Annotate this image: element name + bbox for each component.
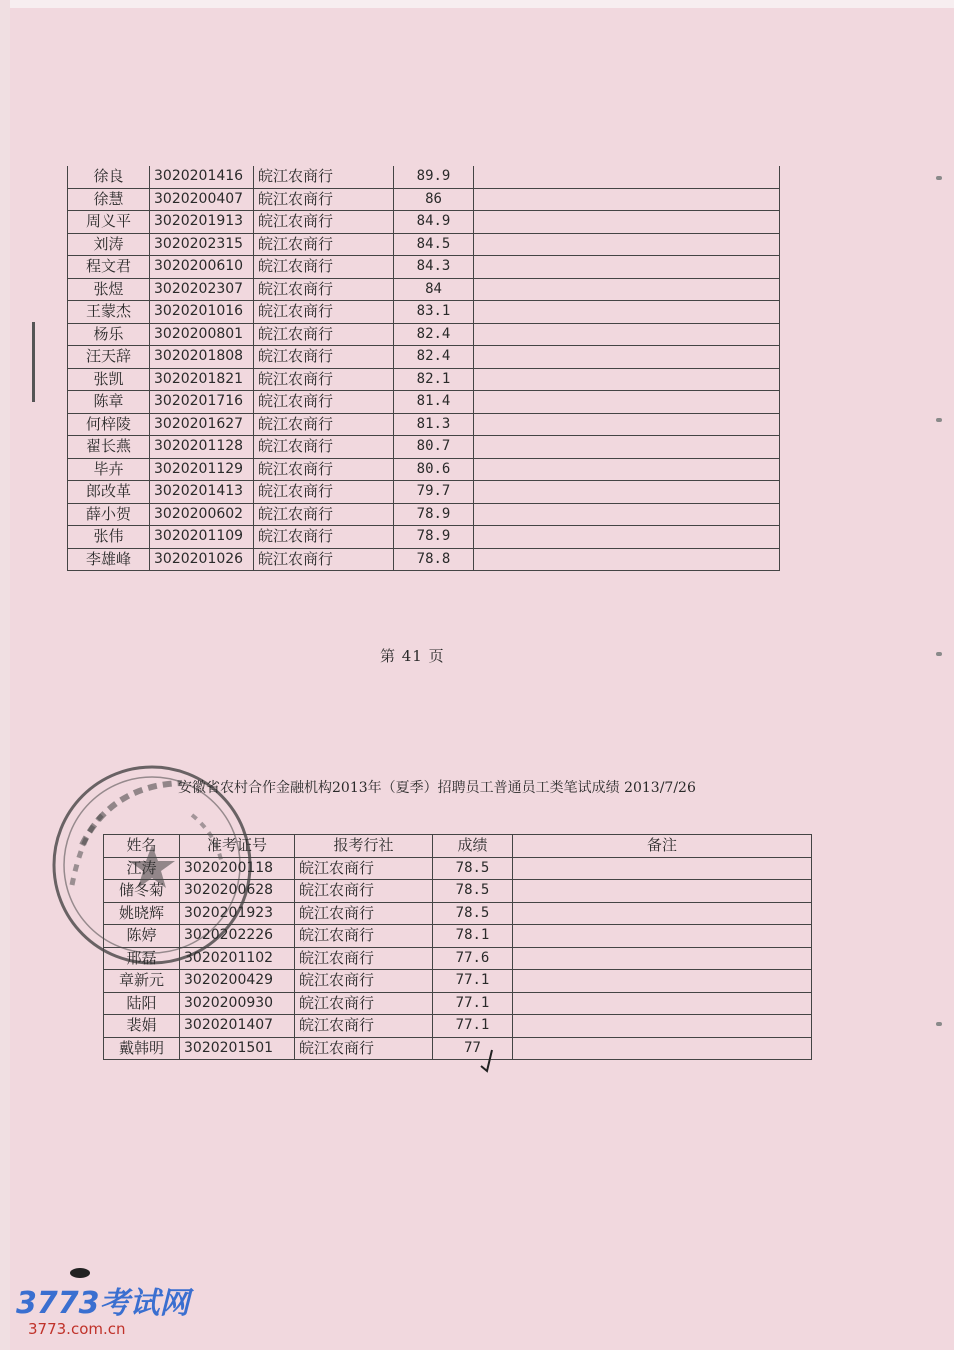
- header-exam-id: 准考证号: [180, 835, 295, 858]
- score-cell: 84: [394, 278, 474, 301]
- student-name-cell: 陈章: [68, 391, 150, 414]
- table-row: [104, 902, 812, 925]
- exam-id-cell: 3020201821: [150, 368, 254, 391]
- exam-id-cell: 3020202307: [150, 278, 254, 301]
- ink-blot: [70, 1268, 90, 1278]
- table-row: [68, 256, 780, 279]
- student-name-cell: 汪天辞: [68, 346, 150, 369]
- checkmark-icon: [478, 1046, 502, 1074]
- bank-name-cell: 皖江农商行: [295, 1037, 433, 1060]
- exam-id-cell: 3020201923: [180, 902, 295, 925]
- bank-name-cell: 皖江农商行: [254, 526, 394, 549]
- score-cell: 89.9: [394, 166, 474, 188]
- exam-id-cell: 3020201413: [150, 481, 254, 504]
- score-cell: 82.4: [394, 323, 474, 346]
- score-cell: 81.4: [394, 391, 474, 414]
- paper-edge-left: [0, 0, 10, 1350]
- bank-name-cell: 皖江农商行: [254, 278, 394, 301]
- bank-name-cell: 皖江农商行: [295, 880, 433, 903]
- bank-name-cell: 皖江农商行: [254, 346, 394, 369]
- site-watermark: [16, 1288, 190, 1338]
- table-row: [68, 211, 780, 234]
- margin-mark: [32, 322, 35, 402]
- edge-speck: [936, 418, 942, 422]
- score-cell: 82.4: [394, 346, 474, 369]
- exam-id-cell: 3020201129: [150, 458, 254, 481]
- student-name-cell: 张伟: [68, 526, 150, 549]
- score-cell: 77.1: [433, 970, 513, 993]
- student-name-cell: 刘涛: [68, 233, 150, 256]
- watermark-logo-number: 3773: [16, 1286, 100, 1321]
- exam-id-cell: 3020200628: [180, 880, 295, 903]
- exam-id-cell: 3020200429: [180, 970, 295, 993]
- scores-table-top-body: [68, 166, 780, 571]
- student-name-cell: 何梓陵: [68, 413, 150, 436]
- bank-name-cell: 皖江农商行: [254, 188, 394, 211]
- score-cell: 78.8: [394, 548, 474, 571]
- score-cell: 78.5: [433, 880, 513, 903]
- note-cell: [513, 1037, 812, 1060]
- bank-name-cell: 皖江农商行: [295, 902, 433, 925]
- note-cell: [513, 992, 812, 1015]
- student-name-cell: 陆阳: [104, 992, 180, 1015]
- exam-id-cell: 3020201416: [150, 166, 254, 188]
- note-cell: [474, 526, 780, 549]
- score-cell: 78.5: [433, 857, 513, 880]
- exam-id-cell: 3020201501: [180, 1037, 295, 1060]
- table-row: [104, 1015, 812, 1038]
- student-name-cell: 储冬菊: [104, 880, 180, 903]
- scores-table-top: [67, 166, 780, 571]
- exam-id-cell: 3020201128: [150, 436, 254, 459]
- scores-table-bottom-body: [104, 857, 812, 1060]
- student-name-cell: 徐良: [68, 166, 150, 188]
- bank-name-cell: 皖江农商行: [254, 301, 394, 324]
- student-name-cell: 毕卉: [68, 458, 150, 481]
- bank-name-cell: 皖江农商行: [254, 458, 394, 481]
- note-cell: [474, 188, 780, 211]
- exam-id-cell: 3020201627: [150, 413, 254, 436]
- exam-id-cell: 3020200118: [180, 857, 295, 880]
- document-title: 安徽省农村合作金融机构2013年（夏季）招聘员工普通员工类笔试成绩 2013/7/26: [178, 780, 696, 796]
- bank-name-cell: 皖江农商行: [254, 323, 394, 346]
- note-cell: [474, 413, 780, 436]
- exam-id-cell: 3020200801: [150, 323, 254, 346]
- watermark-logo: [16, 1288, 190, 1320]
- student-name-cell: 姚晓辉: [104, 902, 180, 925]
- score-cell: 80.6: [394, 458, 474, 481]
- edge-speck: [936, 176, 942, 180]
- table-row: [104, 857, 812, 880]
- student-name-cell: 周义平: [68, 211, 150, 234]
- score-cell: 78.1: [433, 925, 513, 948]
- table-row: [68, 166, 780, 188]
- exam-id-cell: 3020201026: [150, 548, 254, 571]
- note-cell: [474, 211, 780, 234]
- bank-name-cell: 皖江农商行: [295, 970, 433, 993]
- student-name-cell: 翟长燕: [68, 436, 150, 459]
- exam-id-cell: 3020201109: [150, 526, 254, 549]
- score-cell: 79.7: [394, 481, 474, 504]
- student-name-cell: 张凯: [68, 368, 150, 391]
- table-row: [68, 368, 780, 391]
- note-cell: [474, 481, 780, 504]
- exam-id-cell: 3020201407: [180, 1015, 295, 1038]
- note-cell: [513, 857, 812, 880]
- table-row: [68, 391, 780, 414]
- table-row: [68, 278, 780, 301]
- bank-name-cell: 皖江农商行: [295, 992, 433, 1015]
- header-bank: 报考行社: [295, 835, 433, 858]
- exam-id-cell: 3020201808: [150, 346, 254, 369]
- bank-name-cell: 皖江农商行: [254, 166, 394, 188]
- score-cell: 78.9: [394, 503, 474, 526]
- table-row: [104, 992, 812, 1015]
- note-cell: [513, 925, 812, 948]
- student-name-cell: 李雄峰: [68, 548, 150, 571]
- table-row: [68, 458, 780, 481]
- note-cell: [474, 301, 780, 324]
- edge-speck: [936, 1022, 942, 1026]
- table-row: [68, 413, 780, 436]
- note-cell: [474, 503, 780, 526]
- exam-id-cell: 3020201102: [180, 947, 295, 970]
- edge-speck: [936, 652, 942, 656]
- score-cell: 81.3: [394, 413, 474, 436]
- table-header-row: [104, 835, 812, 858]
- table-row: [104, 925, 812, 948]
- note-cell: [474, 346, 780, 369]
- table-row: [104, 970, 812, 993]
- watermark-url: 3773.com.cn: [28, 1320, 126, 1338]
- bank-name-cell: 皖江农商行: [295, 925, 433, 948]
- bank-name-cell: 皖江农商行: [254, 233, 394, 256]
- student-name-cell: 邢磊: [104, 947, 180, 970]
- table-row: [68, 436, 780, 459]
- exam-id-cell: 3020200602: [150, 503, 254, 526]
- note-cell: [513, 880, 812, 903]
- bank-name-cell: 皖江农商行: [254, 436, 394, 459]
- score-cell: 77.1: [433, 1015, 513, 1038]
- exam-id-cell: 3020202226: [180, 925, 295, 948]
- note-cell: [474, 323, 780, 346]
- note-cell: [474, 391, 780, 414]
- student-name-cell: 陈婷: [104, 925, 180, 948]
- bank-name-cell: 皖江农商行: [254, 503, 394, 526]
- table-row: [104, 880, 812, 903]
- score-cell: 78.5: [433, 902, 513, 925]
- student-name-cell: 徐慧: [68, 188, 150, 211]
- exam-id-cell: 3020201716: [150, 391, 254, 414]
- exam-id-cell: 3020200610: [150, 256, 254, 279]
- note-cell: [474, 436, 780, 459]
- table-row: [104, 1037, 812, 1060]
- note-cell: [474, 233, 780, 256]
- bank-name-cell: 皖江农商行: [254, 548, 394, 571]
- bank-name-cell: 皖江农商行: [254, 211, 394, 234]
- page-number: 第 41 页: [380, 647, 445, 665]
- score-cell: 82.1: [394, 368, 474, 391]
- table-row: [68, 233, 780, 256]
- bank-name-cell: 皖江农商行: [254, 368, 394, 391]
- score-cell: 84.9: [394, 211, 474, 234]
- table-row: [68, 323, 780, 346]
- table-row: [68, 346, 780, 369]
- table-row: [68, 526, 780, 549]
- table-row: [68, 503, 780, 526]
- header-name: 姓名: [104, 835, 180, 858]
- score-cell: 78.9: [394, 526, 474, 549]
- score-cell: 77.6: [433, 947, 513, 970]
- student-name-cell: 薛小贺: [68, 503, 150, 526]
- note-cell: [474, 278, 780, 301]
- note-cell: [513, 970, 812, 993]
- student-name-cell: 程文君: [68, 256, 150, 279]
- header-score: 成绩: [433, 835, 513, 858]
- score-cell: 86: [394, 188, 474, 211]
- student-name-cell: 张煜: [68, 278, 150, 301]
- table-row: [68, 301, 780, 324]
- note-cell: [474, 548, 780, 571]
- score-cell: 84.5: [394, 233, 474, 256]
- bank-name-cell: 皖江农商行: [254, 391, 394, 414]
- score-cell: 77.1: [433, 992, 513, 1015]
- note-cell: [513, 902, 812, 925]
- bank-name-cell: 皖江农商行: [295, 947, 433, 970]
- table-row: [104, 947, 812, 970]
- student-name-cell: 裴娟: [104, 1015, 180, 1038]
- score-cell: 77: [433, 1037, 513, 1060]
- bank-name-cell: 皖江农商行: [295, 857, 433, 880]
- student-name-cell: 章新元: [104, 970, 180, 993]
- student-name-cell: 杨乐: [68, 323, 150, 346]
- score-cell: 83.1: [394, 301, 474, 324]
- paper-edge-top: [0, 0, 954, 8]
- table-row: [68, 548, 780, 571]
- table-row: [68, 188, 780, 211]
- watermark-logo-text: 考试网: [99, 1286, 190, 1321]
- student-name-cell: 王蒙杰: [68, 301, 150, 324]
- exam-id-cell: 3020200407: [150, 188, 254, 211]
- exam-id-cell: 3020202315: [150, 233, 254, 256]
- note-cell: [474, 256, 780, 279]
- bank-name-cell: 皖江农商行: [295, 1015, 433, 1038]
- score-cell: 80.7: [394, 436, 474, 459]
- exam-id-cell: 3020201913: [150, 211, 254, 234]
- note-cell: [513, 1015, 812, 1038]
- bank-name-cell: 皖江农商行: [254, 481, 394, 504]
- exam-id-cell: 3020201016: [150, 301, 254, 324]
- note-cell: [474, 458, 780, 481]
- bank-name-cell: 皖江农商行: [254, 413, 394, 436]
- note-cell: [513, 947, 812, 970]
- note-cell: [474, 368, 780, 391]
- table-row: [68, 481, 780, 504]
- student-name-cell: 郎改革: [68, 481, 150, 504]
- exam-id-cell: 3020200930: [180, 992, 295, 1015]
- note-cell: [474, 166, 780, 188]
- score-cell: 84.3: [394, 256, 474, 279]
- bank-name-cell: 皖江农商行: [254, 256, 394, 279]
- student-name-cell: 江涛: [104, 857, 180, 880]
- student-name-cell: 戴韩明: [104, 1037, 180, 1060]
- scores-table-bottom: [103, 834, 812, 1060]
- header-note: 备注: [513, 835, 812, 858]
